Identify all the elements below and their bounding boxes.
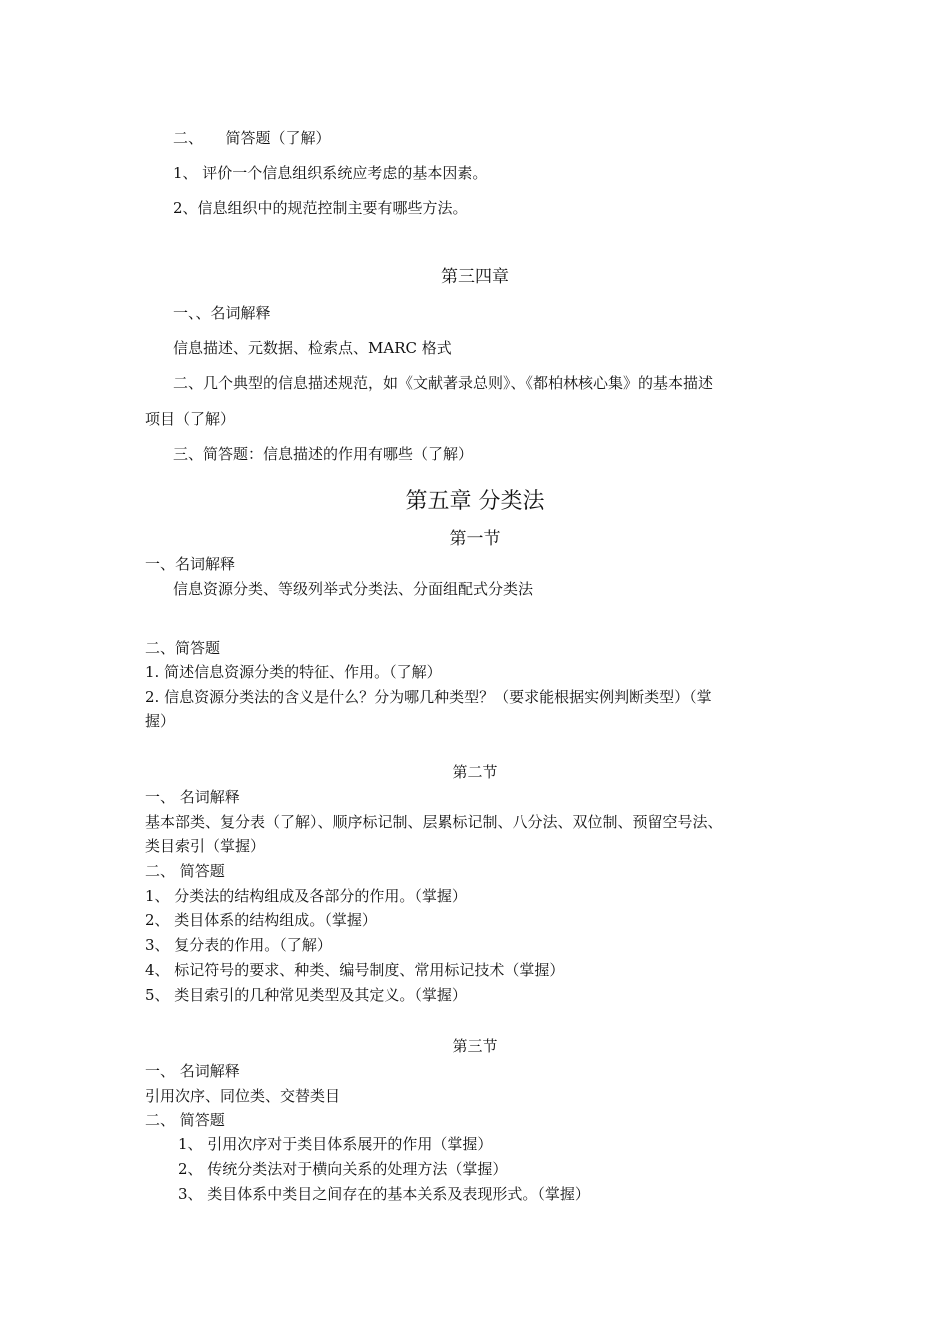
s3-question-1: 1、 引用次序对于类目体系展开的作用（掌握） bbox=[178, 1135, 493, 1153]
s2-question-5: 5、 类目索引的几种常见类型及其定义。（掌握） bbox=[145, 986, 467, 1004]
ch34-terms-heading: 一、、名词解释 bbox=[173, 304, 271, 322]
s1-question-2-line-1: 2. 信息资源分类法的含义是什么？分为哪几种类型？（要求能根据实例判断类型）（掌 bbox=[145, 688, 712, 706]
chapter-34-title: 第三四章 bbox=[441, 267, 509, 287]
ch34-standards-line-2: 项目（了解） bbox=[145, 410, 236, 428]
question-1: 1、 评价一个信息组织系统应考虑的基本因素。 bbox=[173, 164, 488, 182]
s3-short-answer-heading: 二、 简答题 bbox=[145, 1111, 225, 1129]
s1-question-2-line-2: 握） bbox=[145, 712, 176, 730]
section-1-title: 第一节 bbox=[449, 529, 501, 549]
s2-question-2: 2、 类目体系的结构组成。（掌握） bbox=[145, 911, 377, 929]
s2-terms-line-1: 基本部类、复分表（了解）、顺序标记制、层累标记制、八分法、双位制、预留空号法、 bbox=[145, 813, 723, 831]
s3-terms: 引用次序、同位类、交替类目 bbox=[145, 1087, 341, 1105]
s1-short-answer-heading: 二、简答题 bbox=[145, 639, 221, 657]
section-3-title: 第三节 bbox=[452, 1037, 498, 1055]
s2-question-3: 3、 复分表的作用。（了解） bbox=[145, 936, 332, 954]
s1-question-1: 1. 简述信息资源分类的特征、作用。（了解） bbox=[145, 663, 442, 681]
ch34-terms: 信息描述、元数据、检索点、MARC 格式 bbox=[173, 339, 452, 357]
chapter-5-title: 第五章 分类法 bbox=[405, 489, 545, 514]
short-answer-heading: 二、 简答题（了解） bbox=[173, 129, 331, 147]
s3-question-2: 2、 传统分类法对于横向关系的处理方法（掌握） bbox=[178, 1160, 508, 1178]
s2-short-answer-heading: 二、 简答题 bbox=[145, 862, 225, 880]
s3-question-3: 3、 类目体系中类目之间存在的基本关系及表现形式。（掌握） bbox=[178, 1185, 590, 1203]
s2-terms-line-2: 类目索引（掌握） bbox=[145, 837, 266, 855]
s2-terms-heading: 一、 名词解释 bbox=[145, 788, 240, 806]
s2-question-4: 4、 标记符号的要求、种类、编号制度、常用标记技术（掌握） bbox=[145, 961, 565, 979]
s1-terms: 信息资源分类、等级列举式分类法、分面组配式分类法 bbox=[173, 580, 534, 598]
ch34-short-answer: 三、简答题：信息描述的作用有哪些（了解） bbox=[173, 445, 474, 463]
s3-terms-heading: 一、 名词解释 bbox=[145, 1062, 240, 1080]
section-2-title: 第二节 bbox=[452, 763, 498, 781]
question-2: 2、信息组织中的规范控制主要有哪些方法。 bbox=[173, 199, 468, 217]
s2-question-1: 1、 分类法的结构组成及各部分的作用。（掌握） bbox=[145, 887, 467, 905]
ch34-standards-line-1: 二、几个典型的信息描述规范，如《文献著录总则》、《都柏林核心集》的基本描述 bbox=[173, 374, 714, 392]
s1-terms-heading: 一、名词解释 bbox=[145, 555, 236, 573]
